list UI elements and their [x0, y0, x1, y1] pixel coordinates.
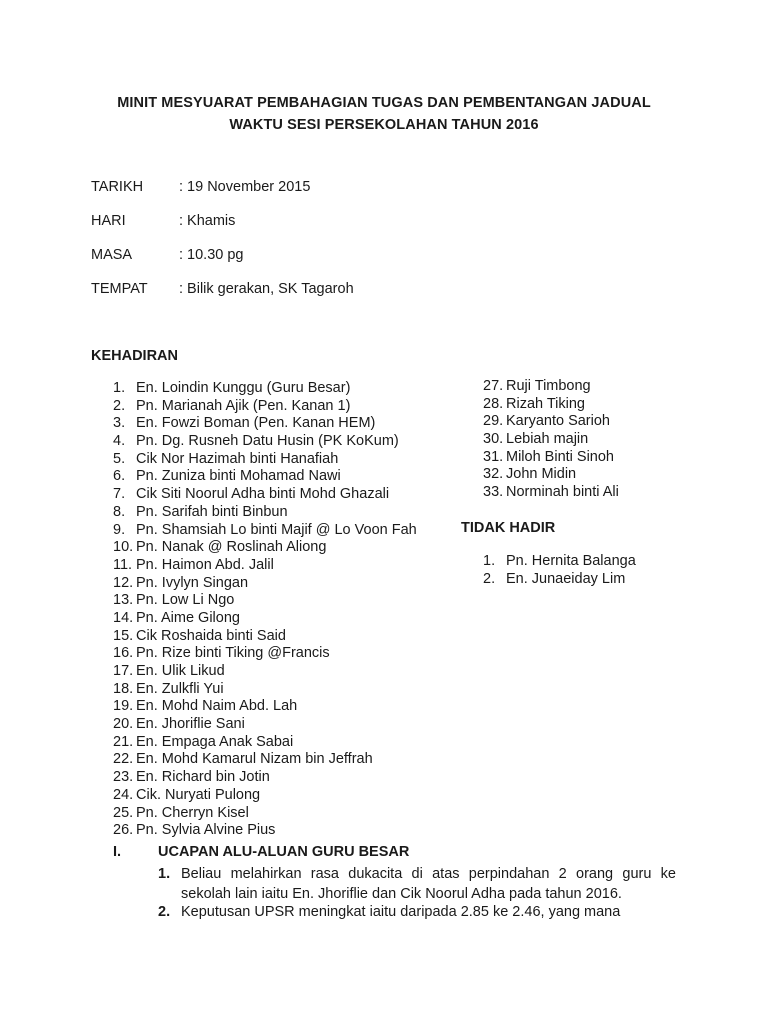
item-number: 15.: [113, 627, 134, 644]
meta-value: : 10.30 pg: [179, 247, 244, 263]
title-line-1: MINIT MESYUARAT PEMBAHAGIAN TUGAS DAN PEMBENTANGAN JADUAL: [117, 95, 651, 111]
ucapan-section-heading: [113, 844, 409, 860]
attendee-name: Pn. Sylvia Alvine Pius: [136, 822, 276, 839]
item-number: 4.: [113, 433, 126, 450]
ucapan-heading-text: UCAPAN ALU-ALUAN GURU BESAR: [158, 844, 410, 860]
list-item: [113, 592, 417, 610]
list-item: [113, 486, 417, 504]
list-item: [113, 716, 417, 734]
point-number: 2.: [158, 904, 171, 920]
item-number: 26.: [113, 822, 134, 839]
item-number: 22.: [113, 751, 134, 768]
attendee-name: Pn. Low Li Ngo: [136, 592, 235, 609]
item-number: 13.: [113, 592, 134, 609]
absentee-name: Pn. Hernita Balanga: [506, 553, 636, 569]
attendee-name: Lebiah majin: [506, 431, 589, 448]
list-item: [483, 466, 619, 484]
meta-row-hari: [91, 213, 354, 247]
item-number: 21.: [113, 733, 134, 750]
attendee-name: En. Loindin Kunggu (Guru Besar): [136, 380, 351, 396]
list-item: [483, 570, 636, 588]
attendee-name: En. Jhoriflie Sani: [136, 716, 245, 733]
item-number: 3.: [113, 415, 126, 432]
attendee-name: Miloh Binti Sinoh: [506, 448, 614, 465]
attendee-name: Pn. Nanak @ Roslinah Aliong: [136, 539, 327, 556]
item-number: 10.: [113, 539, 134, 556]
meeting-details: [91, 179, 354, 315]
attendee-name: Ruji Timbong: [506, 378, 591, 394]
attendee-name: Cik Roshaida binti Said: [136, 627, 286, 644]
ucapan-point-2: [158, 902, 676, 922]
attendee-name: Cik. Nuryati Pulong: [136, 786, 261, 803]
item-number: 17.: [113, 663, 134, 679]
attendee-name: Pn. Ivylyn Singan: [136, 574, 249, 591]
document-title: [0, 92, 768, 136]
meta-label: MASA: [91, 247, 133, 263]
attendance-list-left: [113, 380, 417, 840]
list-item: [113, 451, 417, 469]
meta-value: : 19 November 2015: [179, 179, 311, 195]
attendee-name: En. Fowzi Boman (Pen. Kanan HEM): [136, 415, 376, 432]
attendee-name: Karyanto Sarioh: [506, 413, 610, 430]
attendee-name: Pn. Zuniza binti Mohamad Nawi: [136, 468, 341, 485]
list-item: [483, 484, 619, 502]
item-number: 31.: [483, 448, 504, 465]
list-item: [483, 449, 619, 467]
attendee-name: En. Mohd Kamarul Nizam bin Jeffrah: [136, 751, 373, 768]
list-item: [483, 396, 619, 414]
attendee-name: En. Zulkfli Yui: [136, 680, 224, 697]
attendee-name: Pn. Rize binti Tiking @Francis: [136, 645, 330, 662]
meta-row-tarikh: [91, 179, 354, 213]
item-number: 11.: [113, 556, 133, 573]
list-item: [113, 681, 417, 699]
list-item: [113, 380, 417, 398]
attendee-name: Rizah Tiking: [506, 395, 585, 412]
item-number: 30.: [483, 431, 504, 448]
attendee-name: En. Richard bin Jotin: [136, 769, 270, 786]
list-item: [113, 787, 417, 805]
list-item: [113, 822, 417, 840]
item-number: 18.: [113, 680, 134, 697]
list-item: [113, 628, 417, 646]
list-item: [483, 552, 636, 570]
attendee-name: Cik Nor Hazimah binti Hanafiah: [136, 450, 339, 467]
item-number: 25.: [113, 804, 134, 821]
attendee-name: Pn. Cherryn Kisel: [136, 804, 249, 821]
item-number: 16.: [113, 645, 134, 662]
list-item: [113, 751, 417, 769]
point-number: 1.: [158, 866, 171, 882]
list-item: [113, 398, 417, 416]
item-number: 5.: [113, 450, 126, 467]
item-number: 12.: [113, 574, 134, 591]
attendee-name: Pn. Shamsiah Lo binti Majif @ Lo Voon Fah: [136, 521, 417, 538]
attendee-name: Pn. Sarifah binti Binbun: [136, 503, 288, 520]
item-number: 2.: [483, 571, 496, 587]
point-text: Keputusan UPSR meningkat iaitu daripada 2.85 ke 2.46, yang mana: [181, 904, 621, 920]
meta-value: : Khamis: [179, 213, 236, 229]
attendee-name: Pn. Haimon Abd. Jalil: [136, 556, 274, 573]
item-number: 20.: [113, 716, 134, 733]
title-line-2: WAKTU SESI PERSEKOLAHAN TAHUN 2016: [229, 117, 539, 133]
attendee-name: Cik Siti Noorul Adha binti Mohd Ghazali: [136, 486, 390, 503]
list-item: [113, 734, 417, 752]
item-number: 32.: [483, 466, 504, 483]
attendee-name: John Midin: [506, 466, 577, 483]
item-number: 7.: [113, 486, 126, 503]
item-number: 29.: [483, 413, 504, 430]
meta-value: : Bilik gerakan, SK Tagaroh: [179, 281, 354, 297]
attendee-name: En. Ulik Likud: [136, 663, 225, 679]
list-item: [113, 504, 417, 522]
attendee-name: Pn. Marianah Ajik (Pen. Kanan 1): [136, 397, 351, 414]
item-number: 33.: [483, 484, 504, 501]
list-item: [113, 645, 417, 663]
item-number: 27.: [483, 378, 504, 394]
item-number: 19.: [113, 698, 134, 715]
attendee-name: En. Mohd Naim Abd. Lah: [136, 698, 298, 715]
attendee-name: Pn. Dg. Rusneh Datu Husin (PK KoKum): [136, 433, 399, 450]
meta-row-tempat: [91, 281, 354, 315]
meta-label: HARI: [91, 213, 126, 229]
item-number: 28.: [483, 395, 504, 412]
tidak-hadir-heading: TIDAK HADIR: [461, 520, 556, 536]
point-text: Beliau melahirkan rasa dukacita di atas perpindahan 2 orang guru ke sekolah lain iaitu En. Jhoriflie dan Cik Noorul Adha pada tahun 2016.: [181, 866, 676, 902]
list-item: [113, 698, 417, 716]
roman-numeral: I.: [113, 844, 122, 860]
item-number: 2.: [113, 397, 126, 414]
item-number: 1.: [483, 553, 496, 569]
list-item: [113, 539, 417, 557]
meta-label: TEMPAT: [91, 281, 148, 297]
item-number: 24.: [113, 786, 134, 803]
list-item: [483, 431, 619, 449]
list-item: [113, 557, 417, 575]
attendee-name: En. Empaga Anak Sabai: [136, 733, 294, 750]
attendee-name: Pn. Aime Gilong: [136, 609, 240, 626]
item-number: 9.: [113, 521, 126, 538]
item-number: 23.: [113, 769, 134, 786]
item-number: 8.: [113, 503, 126, 520]
list-item: [113, 415, 417, 433]
attendee-name: Norminah binti Ali: [506, 484, 619, 501]
list-item: [113, 769, 417, 787]
meta-label: TARIKH: [91, 179, 144, 195]
item-number: 14.: [113, 609, 134, 626]
list-item: [113, 433, 417, 451]
kehadiran-heading: KEHADIRAN: [91, 348, 178, 364]
list-item: [483, 413, 619, 431]
list-item: [113, 610, 417, 628]
absent-list: [483, 552, 636, 588]
list-item: [113, 575, 417, 593]
meta-row-masa: [91, 247, 354, 281]
absentee-name: En. Junaeiday Lim: [506, 571, 626, 587]
item-number: 1.: [113, 380, 126, 396]
list-item: [113, 805, 417, 823]
list-item: [113, 468, 417, 486]
list-item: [113, 663, 417, 681]
list-item: [483, 378, 619, 396]
list-item: [113, 522, 417, 540]
attendance-list-right: [483, 378, 619, 502]
ucapan-point-1: [158, 864, 676, 904]
item-number: 6.: [113, 468, 126, 485]
